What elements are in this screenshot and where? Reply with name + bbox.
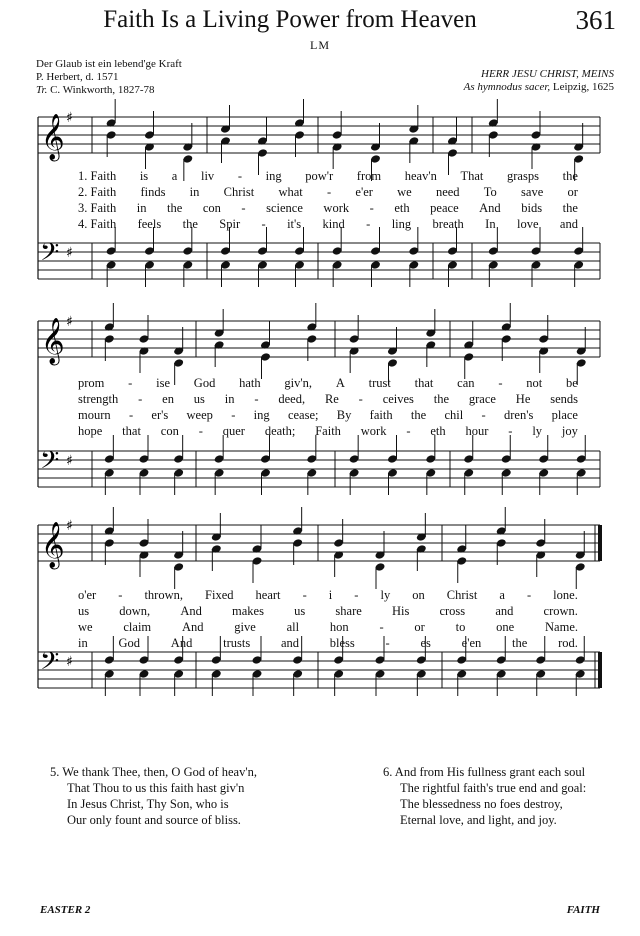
lyric-syllable: con <box>160 424 179 438</box>
lyric-syllable: or <box>414 620 425 634</box>
translator-credit: Tr. C. Winkworth, 1827-78 <box>36 84 155 96</box>
lyric-syllable: Spir <box>219 217 241 231</box>
lyric-syllable: en <box>162 392 174 406</box>
key-signature-sharp-icon: ♯ <box>66 654 73 670</box>
lyric-syllable: e'er <box>355 185 373 199</box>
lyric-syllable: heart <box>255 588 281 602</box>
lyric-syllable: eth <box>430 424 446 438</box>
lyric-syllable: down, <box>119 604 151 618</box>
lyric-syllable: peace <box>430 201 459 215</box>
lyric-line <box>78 376 578 391</box>
lyric-syllable: - <box>138 392 143 406</box>
lyric-syllable: - <box>358 392 363 406</box>
lyric-syllable: grasps <box>507 169 539 183</box>
lyric-line <box>78 620 578 635</box>
lyric-syllable: con <box>202 201 221 215</box>
lyric-syllable: By <box>336 408 352 422</box>
lyric-syllable: weep <box>186 408 213 422</box>
lyric-syllable: place <box>551 408 578 422</box>
treble-clef-icon: 𝄞 <box>41 522 65 568</box>
stanza-line: 5. We thank Thee, then, O God of heav'n, <box>50 765 257 779</box>
lyric-syllable: and <box>559 217 578 231</box>
stanza-line: In Jesus Christ, Thy Son, who is <box>67 797 229 811</box>
lyric-syllable: ceives <box>382 392 414 406</box>
lyric-syllable: joy <box>561 424 578 438</box>
author-credit: P. Herbert, d. 1571 <box>36 71 119 83</box>
lyric-syllable: in <box>136 201 147 215</box>
lyric-syllable: the <box>562 169 578 183</box>
lyric-syllable: - <box>366 217 371 231</box>
lyric-syllable: 1. Faith <box>78 169 117 183</box>
lyric-line <box>78 201 578 216</box>
lyric-syllable: Christ <box>223 185 255 199</box>
lyric-line <box>78 169 578 184</box>
bass-clef-icon: 𝄢 <box>40 238 60 273</box>
lyric-syllable: - <box>231 408 236 422</box>
lyric-syllable: dren's <box>503 408 534 422</box>
lyric-syllable: a <box>499 588 505 602</box>
lyric-syllable: faith <box>369 408 393 422</box>
lyric-syllable: Christ <box>446 588 478 602</box>
lyric-syllable: the <box>562 201 578 215</box>
lyric-syllable: - <box>128 408 134 422</box>
key-signature-sharp-icon: ♯ <box>66 314 73 330</box>
lyric-syllable: the <box>433 392 450 406</box>
lyric-syllable: - <box>354 588 359 602</box>
lyric-syllable: - <box>385 636 390 650</box>
lyric-syllable: ing <box>253 408 270 422</box>
lyric-syllable: in <box>189 185 200 199</box>
stanza-5 <box>50 764 257 828</box>
lyric-syllable: ing <box>265 169 282 183</box>
lyric-syllable: claim <box>123 620 152 634</box>
lyric-syllable: A <box>335 376 345 390</box>
lyric-syllable: 4. Faith <box>78 217 117 231</box>
treble-clef-icon: 𝄞 <box>41 114 65 160</box>
lyric-syllable: breath <box>432 217 464 231</box>
lyric-syllable: us <box>294 604 306 618</box>
lyric-syllable: - <box>254 392 259 406</box>
footer-season: EASTER 2 <box>40 904 91 916</box>
lyric-syllable: es <box>420 636 431 650</box>
lyric-syllable: ly <box>380 588 391 602</box>
lyric-syllable: to <box>455 620 466 634</box>
lyric-syllable: save <box>521 185 544 199</box>
lyric-syllable: and <box>280 636 300 650</box>
lyric-syllable: i <box>328 588 333 602</box>
lyric-line <box>78 185 578 200</box>
lyric-syllable: all <box>286 620 300 634</box>
lyric-syllable: trust <box>368 376 391 390</box>
lyric-syllable: mourn <box>78 408 111 422</box>
lyric-line <box>78 636 578 651</box>
lyric-syllable: Faith <box>315 424 341 438</box>
lyric-syllable: - <box>118 588 123 602</box>
lyric-syllable: finds <box>140 185 166 199</box>
key-signature-sharp-icon: ♯ <box>66 110 73 126</box>
lyric-syllable: share <box>335 604 362 618</box>
lyric-syllable: not <box>526 376 543 390</box>
lyric-syllable: quer <box>222 424 245 438</box>
lyric-syllable: ise <box>156 376 171 390</box>
lyric-syllable: eth <box>394 201 410 215</box>
lyric-syllable: ling <box>391 217 412 231</box>
lyric-syllable: hour <box>465 424 489 438</box>
lyric-syllable: feels <box>137 217 162 231</box>
lyric-syllable: - <box>526 588 532 602</box>
lyric-syllable: ly <box>532 424 543 438</box>
lyric-syllable: Re <box>324 392 339 406</box>
stanza-line: The rightful faith's true end and goal: <box>400 781 587 795</box>
footer-topic: FAITH <box>566 904 600 916</box>
lyric-syllable: a <box>171 169 178 183</box>
lyric-syllable: that <box>122 424 141 438</box>
lyric-syllable: And <box>181 620 204 634</box>
stanza-line: That Thou to us this faith hast giv'n <box>67 781 245 795</box>
lyric-syllable: the <box>512 636 528 650</box>
lyric-syllable: cease; <box>287 408 319 422</box>
lyric-syllable: in <box>224 392 235 406</box>
lyric-syllable: kind <box>322 217 345 231</box>
lyric-line <box>78 604 578 619</box>
lyric-syllable: on <box>412 588 425 602</box>
lyric-syllable: hope <box>78 424 103 438</box>
lyric-syllable: science <box>266 201 303 215</box>
lyric-syllable: rod. <box>558 636 578 650</box>
lyric-syllable: it's <box>287 217 302 231</box>
lyric-syllable: liv <box>200 169 215 183</box>
lyric-syllable: - <box>261 217 266 231</box>
lyric-syllable: And <box>479 201 501 215</box>
stanza-line: The blessedness no foes destroy, <box>400 797 563 811</box>
key-signature-sharp-icon: ♯ <box>66 453 73 469</box>
lyric-syllable: - <box>369 201 374 215</box>
lyric-syllable: - <box>508 424 513 438</box>
lyric-syllable: the <box>182 217 198 231</box>
lyric-syllable: God <box>118 636 141 650</box>
lyric-syllable: - <box>128 376 133 390</box>
lyric-syllable: makes <box>232 604 264 618</box>
lyric-syllable: Name. <box>545 620 578 634</box>
lyric-syllable: - <box>326 185 332 199</box>
stanza-line: Eternal love, and light, and joy. <box>400 813 557 827</box>
lyric-syllable: work <box>323 201 350 215</box>
lyric-syllable: - <box>198 424 203 438</box>
lyric-syllable: trusts <box>223 636 251 650</box>
lyric-line <box>78 217 578 232</box>
lyric-syllable: giv'n, <box>284 376 313 390</box>
lyric-syllable: In <box>485 217 496 231</box>
lyric-syllable: lone. <box>553 588 578 602</box>
lyric-syllable: is <box>139 169 149 183</box>
lyric-line <box>78 408 578 423</box>
lyric-syllable: pow'r <box>305 169 334 183</box>
lyric-syllable: the <box>410 408 427 422</box>
lyric-syllable: - <box>379 620 384 634</box>
lyric-syllable: can <box>457 376 475 390</box>
lyric-syllable: hon <box>329 620 349 634</box>
lyric-syllable: prom <box>78 376 105 390</box>
hymn-number: 361 <box>575 5 616 35</box>
lyric-syllable: God <box>193 376 216 390</box>
lyric-syllable: - <box>481 408 486 422</box>
lyric-syllable: To <box>483 185 497 199</box>
stanza-line: Our only fount and source of bliss. <box>67 813 241 827</box>
lyric-syllable: give <box>234 620 256 634</box>
lyric-syllable: And <box>180 604 202 618</box>
lyric-syllable: we <box>397 185 412 199</box>
original-title: Der Glaub ist ein lebend'ge Kraft <box>36 58 182 70</box>
lyric-syllable: He <box>515 392 531 406</box>
lyric-syllable: what <box>278 185 303 199</box>
lyric-syllable: That <box>460 169 484 183</box>
stanza-line: 6. And from His fullness grant each soul <box>383 765 586 779</box>
lyric-syllable: His <box>391 604 410 618</box>
lyric-syllable: bids <box>521 201 543 215</box>
lyric-line <box>78 588 578 603</box>
lyric-syllable: grace <box>468 392 496 406</box>
bass-clef-icon: 𝄢 <box>40 647 60 682</box>
lyric-syllable: o'er <box>78 588 97 602</box>
lyric-syllable: strength <box>78 392 119 406</box>
lyric-line <box>78 392 578 407</box>
lyric-syllable: - <box>241 201 246 215</box>
lyric-syllable: And <box>170 636 193 650</box>
lyric-syllable: e'en <box>461 636 482 650</box>
lyric-syllable: hath <box>239 376 261 390</box>
lyric-syllable: or <box>567 185 578 199</box>
lyric-syllable: 3. Faith <box>78 201 117 215</box>
lyric-syllable: need <box>435 185 460 199</box>
lyric-syllable: love <box>516 217 539 231</box>
lyric-syllable: Fixed <box>205 588 234 602</box>
lyric-line <box>78 424 578 439</box>
lyric-syllable: - <box>237 169 242 183</box>
key-signature-sharp-icon: ♯ <box>66 245 73 261</box>
stanza-6 <box>383 764 586 828</box>
lyric-syllable: bless <box>329 636 355 650</box>
lyric-syllable: and <box>495 604 514 618</box>
lyric-syllable: us <box>78 604 90 618</box>
lyric-syllable: sends <box>550 392 578 406</box>
lyric-syllable: be <box>566 376 578 390</box>
lyric-syllable: thrown, <box>144 588 183 602</box>
lyric-syllable: deed, <box>278 392 306 406</box>
lyric-syllable: 2. Faith <box>78 185 117 199</box>
lyric-syllable: us <box>193 392 205 406</box>
lyric-syllable: - <box>406 424 411 438</box>
lyric-syllable: in <box>78 636 88 650</box>
hymn-title: Faith Is a Living Power from Heaven <box>103 6 477 33</box>
lyric-syllable: one <box>496 620 515 634</box>
lyric-syllable: we <box>78 620 93 634</box>
lyric-syllable: er's <box>151 408 169 422</box>
lyric-syllable: death; <box>264 424 296 438</box>
lyric-syllable: work <box>360 424 387 438</box>
lyric-syllable: cross <box>439 604 466 618</box>
lyric-syllable: - <box>498 376 503 390</box>
bass-clef-icon: 𝄢 <box>40 446 60 481</box>
lyric-syllable: the <box>167 201 183 215</box>
meter: LM <box>310 38 330 52</box>
lyric-syllable: - <box>302 588 307 602</box>
tune-source: As hymnodus sacer, Leipzig, 1625 <box>463 81 614 93</box>
lyric-syllable: chil <box>444 408 464 422</box>
key-signature-sharp-icon: ♯ <box>66 518 73 534</box>
lyric-syllable: from <box>356 169 382 183</box>
lyric-syllable: heav'n <box>404 169 437 183</box>
treble-clef-icon: 𝄞 <box>41 318 65 364</box>
tune-name: HERR JESU CHRIST, MEINS <box>481 68 614 80</box>
lyric-syllable: that <box>414 376 434 390</box>
lyric-syllable: crown. <box>543 604 578 618</box>
